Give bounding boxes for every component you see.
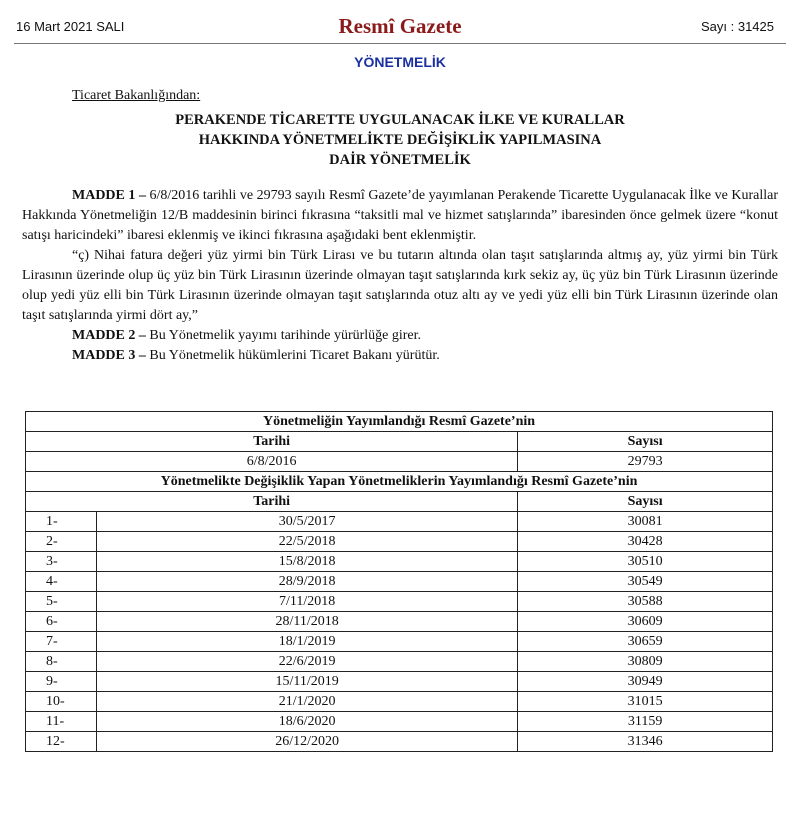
table-row — [26, 532, 773, 552]
row-date: 18/6/2020 — [97, 712, 518, 732]
row-number: 31159 — [518, 712, 773, 732]
article-3-label: MADDE 3 – — [72, 348, 146, 363]
row-date: 28/11/2018 — [97, 612, 518, 632]
table-header-original: Yönetmeliğin Yayımlandığı Resmî Gazete’nin — [26, 412, 773, 432]
table-row — [26, 572, 773, 592]
row-date: 7/11/2018 — [97, 592, 518, 612]
column-number-header: Sayısı — [518, 492, 773, 512]
row-date: 26/12/2020 — [97, 732, 518, 752]
table-row — [26, 652, 773, 672]
column-number-header: Sayısı — [518, 432, 773, 452]
row-number: 31015 — [518, 692, 773, 712]
table-row — [26, 672, 773, 692]
article-2 — [22, 326, 778, 346]
gazette-title: Resmî Gazete — [338, 14, 462, 38]
regulation-title-line: PERAKENDE TİCARETTE UYGULANACAK İLKE VE KURALLAR — [175, 112, 625, 128]
table-row — [26, 512, 773, 532]
article-1-text: 6/8/2016 tarihli ve 29793 sayılı Resmî Gazete’de yayımlanan Perakende Ticarette Uygulanacak İlke ve Kurallar Hakkında Yönetmeliğin 12/B maddesinin birinci fıkrasına “taksitli mal ve hizmet satışlarında” ibaresinden önce gelmek üzere “konut satışı haricindeki” ibaresi eklenmiş ve ikinci fıkrasına aşağıdaki bent eklenmiştir. — [22, 188, 778, 243]
regulation-title — [0, 110, 800, 170]
table-row — [26, 692, 773, 712]
issue-date: 16 Mart 2021 SALI — [16, 19, 125, 34]
issue-number: Sayı : 31425 — [701, 19, 774, 34]
row-number: 30428 — [518, 532, 773, 552]
section-heading: YÖNETMELİK — [354, 54, 446, 70]
row-index: 4- — [26, 572, 97, 592]
table-row — [26, 632, 773, 652]
article-3-text: Bu Yönetmelik hükümlerini Ticaret Bakanı yürütür. — [145, 348, 440, 363]
article-2-label: MADDE 2 – — [72, 328, 146, 343]
row-date: 15/8/2018 — [97, 552, 518, 572]
row-date: 30/5/2017 — [97, 512, 518, 532]
regulation-body — [22, 186, 778, 366]
row-index: 1- — [26, 512, 97, 532]
article-3 — [22, 346, 778, 366]
regulation-title-line: HAKKINDA YÖNETMELİKTE DEĞİŞİKLİK YAPILMASINA — [198, 132, 602, 148]
row-number: 30659 — [518, 632, 773, 652]
table-header-row — [26, 412, 773, 432]
table-row — [26, 552, 773, 572]
row-number: 30809 — [518, 652, 773, 672]
column-date-header: Tarihi — [26, 492, 518, 512]
article-1-label: MADDE 1 – — [72, 188, 146, 203]
gazette-header — [0, 0, 800, 44]
row-date: 28/9/2018 — [97, 572, 518, 592]
row-index: 2- — [26, 532, 97, 552]
row-number: 31346 — [518, 732, 773, 752]
row-index: 7- — [26, 632, 97, 652]
row-index: 8- — [26, 652, 97, 672]
article-1-clause: “ç) Nihai fatura değeri yüz yirmi bin Türk Lirası ve bu tutarın altında olan taşıt satışlarında altmış ay, yüz yirmi bin Türk Lirasının üzerinde olup üç yüz bin Türk Lirasının üzerinde olmayan taşıt satışlarında kırk sekiz ay, üç yüz bin Türk Lirasının üzerinde olup yedi yüz elli bin Türk Lirasının üzerinde olmayan taşıt satışlarında otuz altı ay ve yedi yüz elli bin Türk Lirasının üzerinde olan taşıt satışlarında yirmi dört ay,” — [22, 248, 778, 323]
header-divider — [14, 43, 786, 44]
original-date: 6/8/2016 — [26, 452, 518, 472]
publication-history-table — [25, 411, 773, 752]
row-index: 5- — [26, 592, 97, 612]
row-date: 22/5/2018 — [97, 532, 518, 552]
row-number: 30549 — [518, 572, 773, 592]
issuing-ministry: Ticaret Bakanlığından: — [72, 88, 201, 103]
table-row — [26, 712, 773, 732]
row-date: 18/1/2019 — [97, 632, 518, 652]
table-header-amendments: Yönetmelikte Değişiklik Yapan Yönetmeliklerin Yayımlandığı Resmî Gazete’nin — [26, 472, 773, 492]
table-row — [26, 612, 773, 632]
row-date: 21/1/2020 — [97, 692, 518, 712]
row-index: 12- — [26, 732, 97, 752]
regulation-title-line: DAİR YÖNETMELİK — [329, 152, 471, 168]
table-row — [26, 592, 773, 612]
column-date-header: Tarihi — [26, 432, 518, 452]
article-1 — [22, 186, 778, 246]
row-date: 15/11/2019 — [97, 672, 518, 692]
row-index: 3- — [26, 552, 97, 572]
original-number: 29793 — [518, 452, 773, 472]
row-index: 10- — [26, 692, 97, 712]
table-header-row — [26, 472, 773, 492]
table-row — [26, 732, 773, 752]
row-date: 22/6/2019 — [97, 652, 518, 672]
row-number: 30510 — [518, 552, 773, 572]
row-index: 9- — [26, 672, 97, 692]
row-number: 30609 — [518, 612, 773, 632]
row-number: 30588 — [518, 592, 773, 612]
table-column-header-row — [26, 432, 773, 452]
row-number: 30081 — [518, 512, 773, 532]
table-row-original — [26, 452, 773, 472]
row-number: 30949 — [518, 672, 773, 692]
table-column-header-row — [26, 492, 773, 512]
article-2-text: Bu Yönetmelik yayımı tarihinde yürürlüğe girer. — [145, 328, 422, 343]
row-index: 11- — [26, 712, 97, 732]
row-index: 6- — [26, 612, 97, 632]
